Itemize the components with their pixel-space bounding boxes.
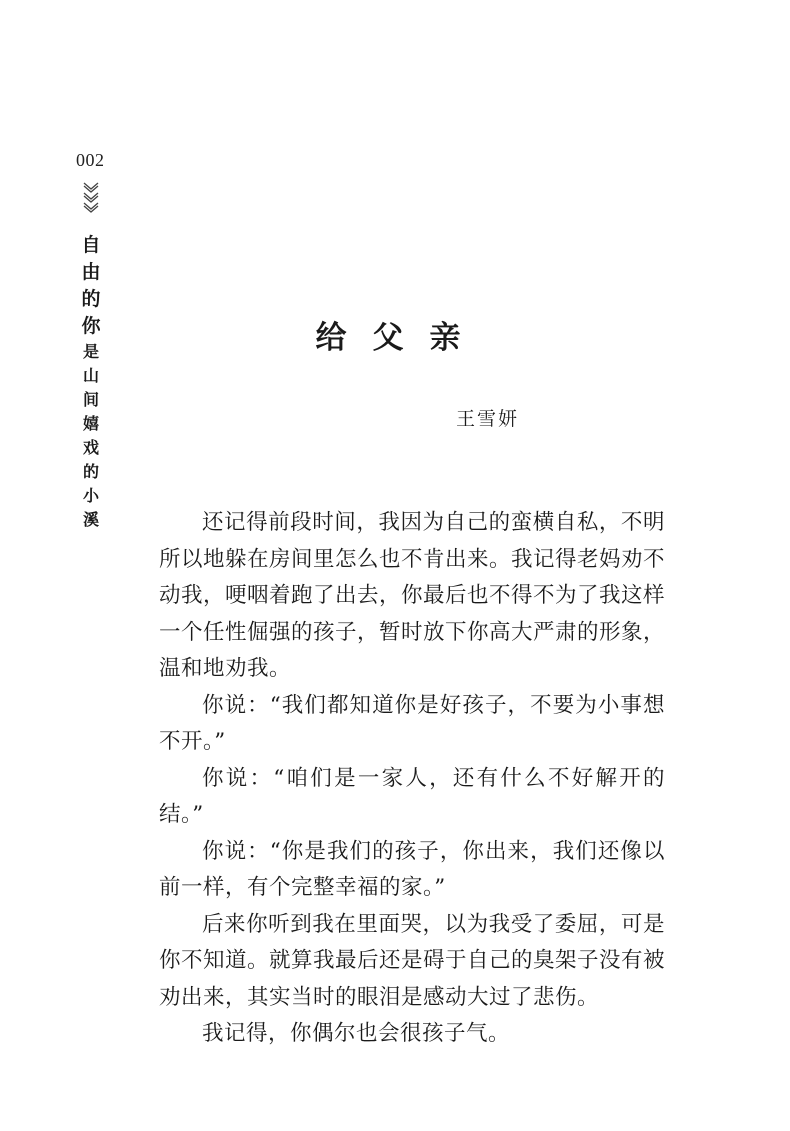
paragraph: 还记得前段时间，我因为自己的蛮横自私，不明所以地躲在房间里怎么也不肯出来。我记得老妈劝不动我，哽咽着跑了出去，你最后也不得不为了我这样一个任性倔强的孩子，暂时放下你高大严肃的形象，温和地劝我。 [159,510,666,681]
paragraph: 你说：“你是我们的孩子，你出来，我们还像以前一样，有个完整幸福的家。” [159,838,665,900]
paragraph: 你说：“我们都知道你是好孩子，不要为小事想不开。” [159,692,665,754]
book-title-subtitle: 是山间嬉戏的小溪 [82,342,99,529]
book-title-main: 自由的你 [81,234,101,337]
paragraph: 我记得，你偶尔也会很孩子气。 [202,1021,511,1046]
page-number: 002 [76,150,105,170]
article-body [159,505,665,1053]
triple-chevron-down-icon [80,180,102,214]
paragraph: 后来你听到我在里面哭，以为我受了委屈，可是你不知道。就算我最后还是碍于自己的臭架子没有被劝出来，其实当时的眼泪是感动大过了悲伤。 [159,911,666,1010]
article-author: 王雪妍 [456,408,520,430]
paragraph: 你说：“咱们是一家人，还有什么不好解开的结。” [159,765,665,827]
article-title: 给父亲 [315,320,487,356]
